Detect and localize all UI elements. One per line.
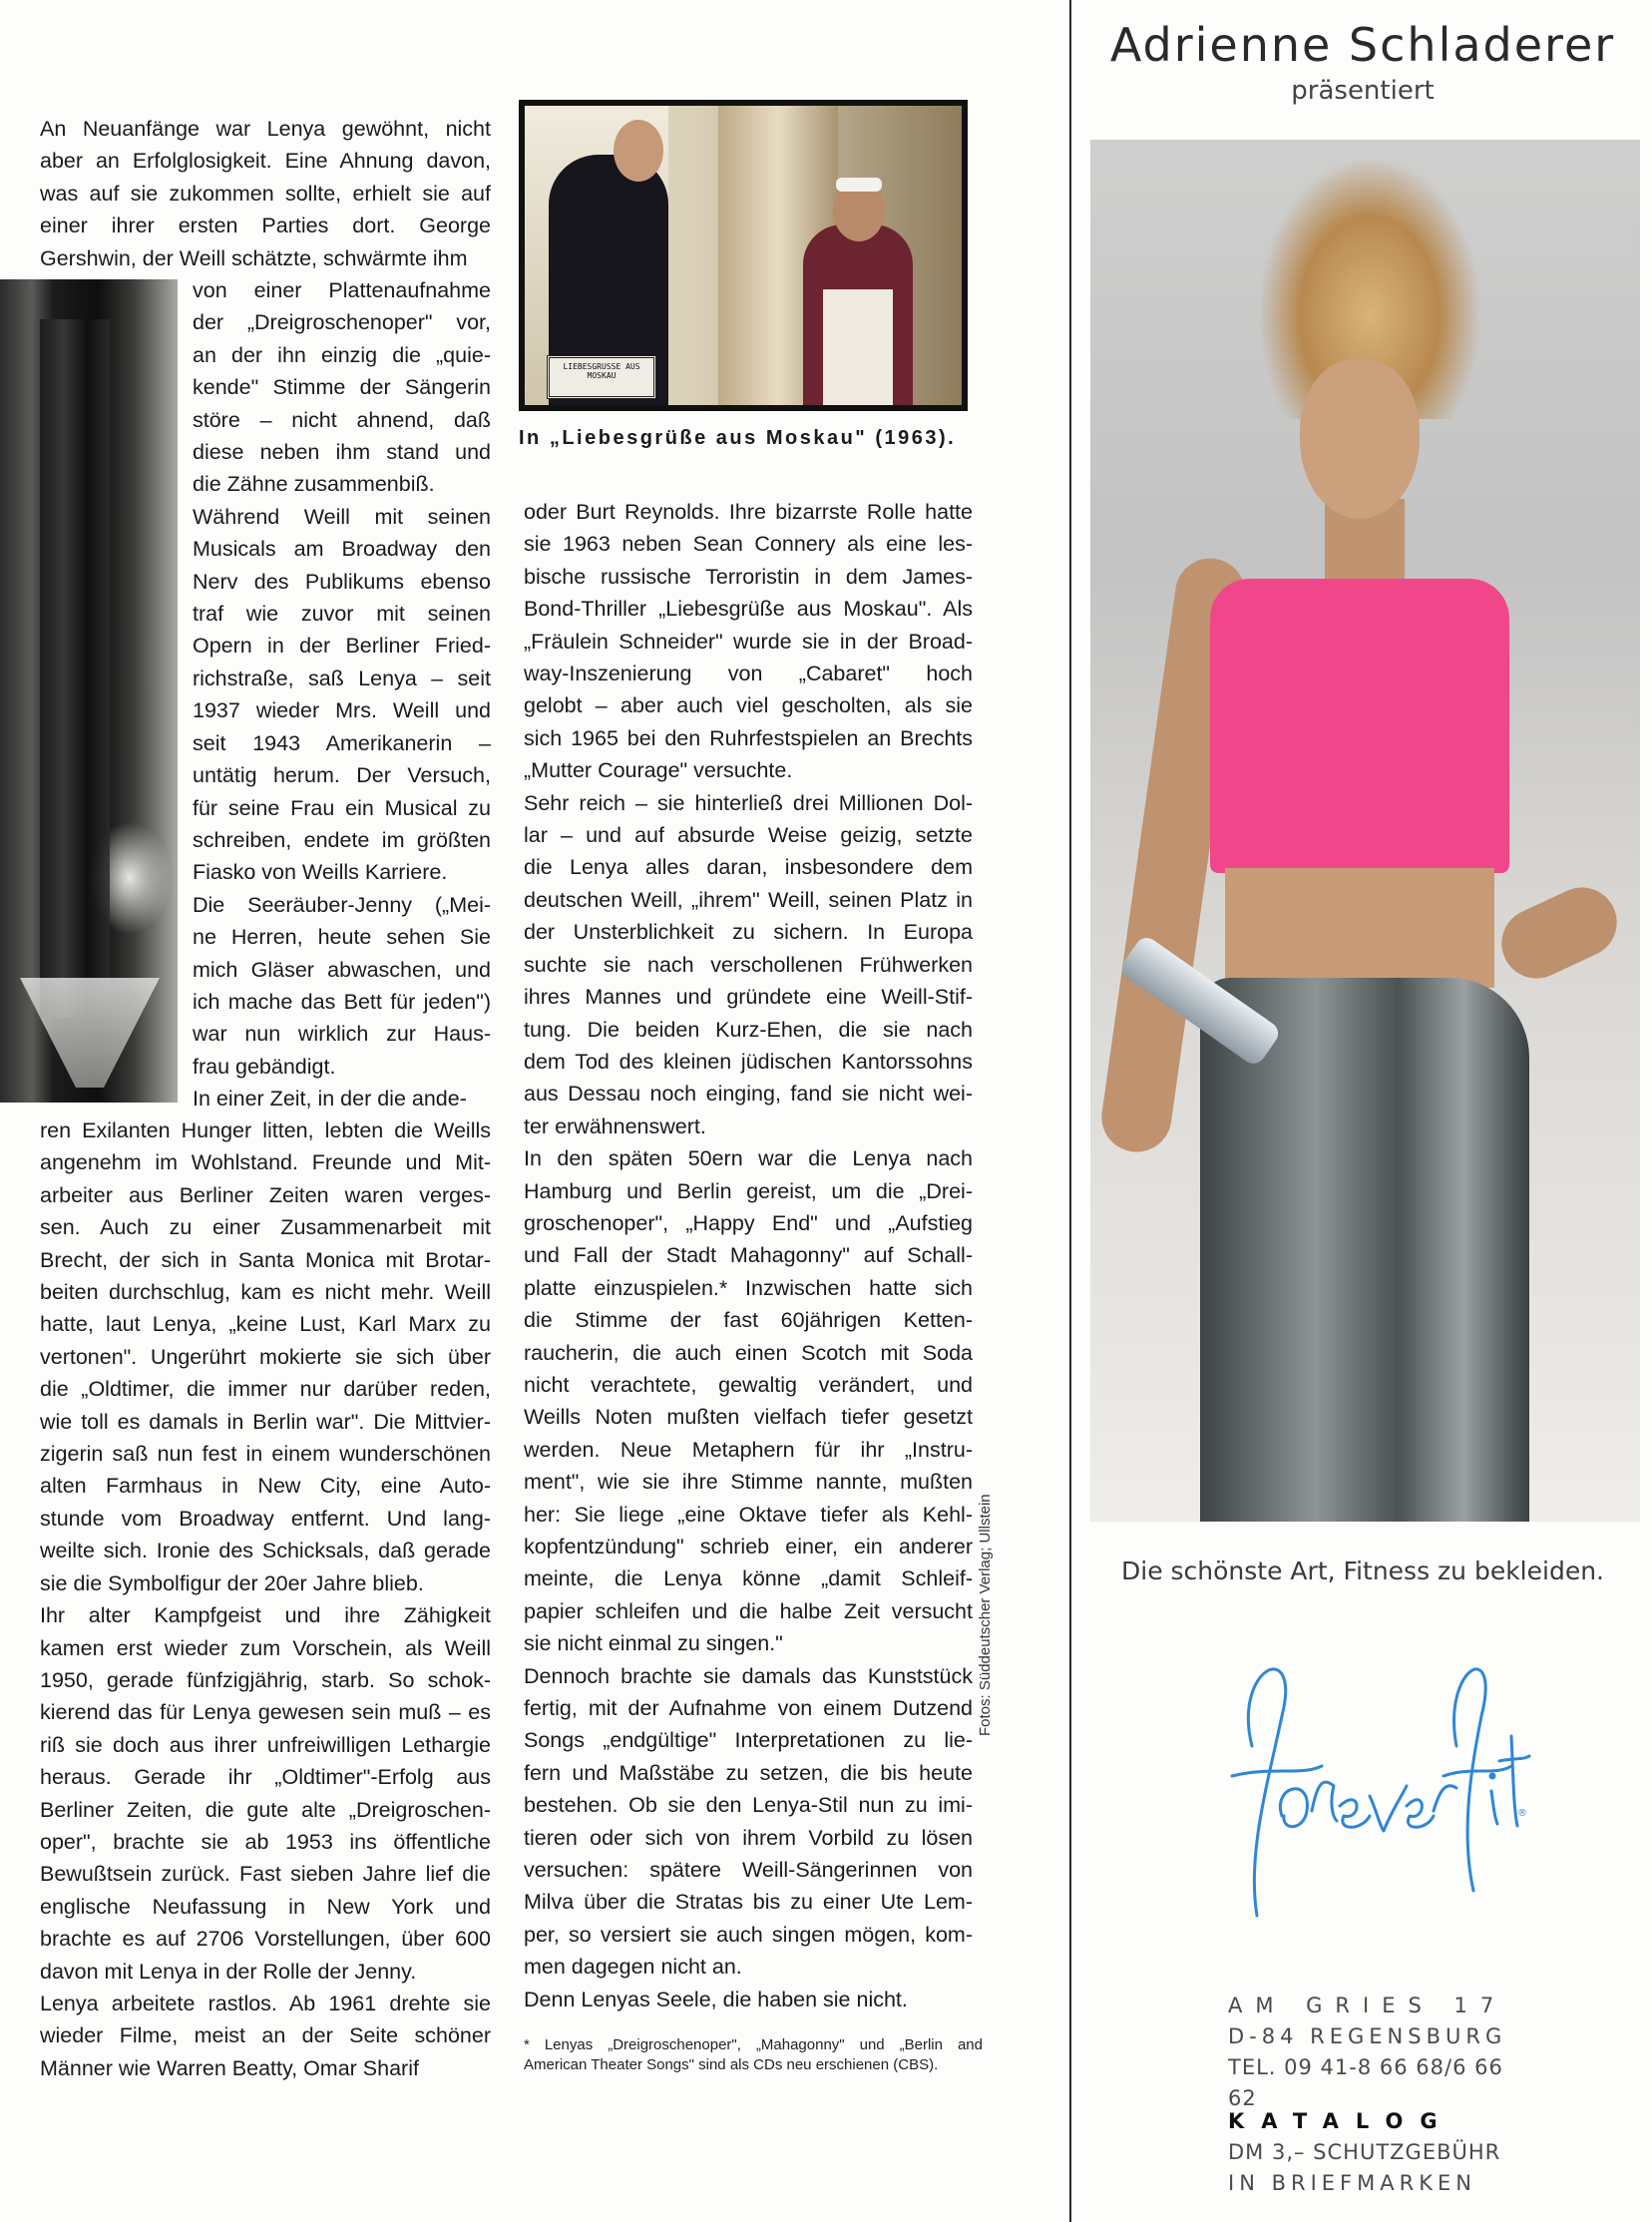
text-line: nicht verachtete, gewaltig verändert, und xyxy=(524,1372,973,1397)
text-line: Während Weill mit seinen xyxy=(193,504,491,529)
forever-fit-logo xyxy=(1212,1626,1531,1926)
text-line: hatte, laut Lenya, „keine Lust, Karl Marx zu xyxy=(40,1312,491,1337)
text-line: störe – nicht ahnend, daß xyxy=(193,407,491,432)
text-line: war nun wirklich zur Haus- xyxy=(193,1022,491,1047)
text-line: ment", wie sie ihre Stimme nannte, mußten xyxy=(524,1470,973,1495)
text-line: sie 1963 neben Sean Connery als eine les- xyxy=(524,532,973,557)
text-line: wie toll es damals in Berlin war". Die Mittvier- xyxy=(40,1409,491,1434)
text-line: Bond-Thriller „Liebesgrüße aus Moskau". Als xyxy=(524,597,973,622)
text-line: von einer Plattenaufnahme xyxy=(193,278,491,302)
text-line: Berliner Zeiten, die gute alte „Dreigroschen- xyxy=(40,1797,491,1822)
text-line: und Fall der Stadt Mahagonny" auf Schall- xyxy=(524,1243,973,1268)
text-line: kopfentzündung" schrieb einer, ein anderer xyxy=(524,1535,973,1558)
text-line: sie nicht einmal zu singen." xyxy=(524,1631,783,1656)
ad-brand-name: Adrienne Schladerer xyxy=(1109,18,1616,72)
theatre-photo xyxy=(0,279,178,1103)
text-line: heraus. Gerade ihr „Oldtimer"-Erfolg aus xyxy=(40,1765,491,1790)
text-line: die Zähne zusammenbiß. xyxy=(193,472,435,497)
ad-catalog-fee: DM 3,– SCHUTZGEBÜHR xyxy=(1228,2140,1501,2164)
text-line: gelobt – aber auch viel gescholten, als sie xyxy=(524,693,973,718)
text-line: beiten durchschlug, kam es nicht mehr. Weill xyxy=(40,1280,491,1305)
text-line: sie die Symbolfigur der 20er Jahre blieb. xyxy=(40,1570,424,1595)
text-line: Bewußtsein zurück. Fast sieben Jahre lief die xyxy=(40,1862,491,1887)
ad-address-phone: TEL. 09 41-8 66 68/6 66 62 xyxy=(1228,2055,1503,2110)
text-line: Songs „endgültige" Interpretationen zu lie- xyxy=(524,1728,973,1753)
text-line: platte einzuspielen.* Inzwischen hatte sich xyxy=(524,1275,973,1300)
text-line: stunde vom Broadway entfernt. Und lang- xyxy=(40,1506,491,1531)
text-line: Denn Lenyas Seele, die haben sie nicht. xyxy=(524,1987,908,2011)
text-line: englische Neufassung in New York und xyxy=(40,1894,491,1919)
text-line: davon mit Lenya in der Rolle der Jenny. xyxy=(40,1959,417,1984)
text-line: Weills Noten mußten vielfach tiefer gesetzt xyxy=(524,1405,973,1430)
text-line: die Lenya alles daran, insbesondere dem xyxy=(524,855,973,880)
text-line: her: Sie liege „eine Oktave tiefer als Kehl- xyxy=(524,1502,973,1527)
text-line: mich Gläser abwaschen, und xyxy=(193,957,491,982)
text-line: aber an Erfolglosigkeit. Eine Ahnung davon, xyxy=(40,149,491,174)
text-line: 1950, gerade fünfzigjährig, starb. So schok- xyxy=(40,1667,491,1692)
text-line: oper", brachte sie ab 1953 ins öffentliche xyxy=(40,1829,491,1854)
text-line: Ihr alter Kampfgeist und ihre Zähigkeit xyxy=(40,1603,491,1628)
text-line: kamen erst wieder zum Vorschein, als Weill xyxy=(40,1635,491,1660)
text-line: Sehr reich – sie hinterließ drei Millionen Dol- xyxy=(524,790,973,815)
column-divider xyxy=(1069,0,1071,2222)
ad-fitness-photo xyxy=(1090,140,1640,1522)
text-line: Hamburg und Berlin gereist, um die „Drei- xyxy=(524,1178,973,1203)
text-line: „Mutter Courage" versuchte. xyxy=(524,758,793,783)
article-column-1-bottom xyxy=(40,1114,491,2084)
still-frame xyxy=(519,100,968,411)
text-line: In den späten 50ern war die Lenya nach xyxy=(524,1146,973,1171)
text-line: riß sie doch aus ihrer unfreiwilligen Lethargie xyxy=(40,1732,491,1757)
text-line: richstraße, saß Lenya – seit xyxy=(193,666,491,690)
text-line: untätig herum. Der Versuch, xyxy=(193,763,491,788)
model-midriff xyxy=(1225,868,1494,988)
text-line: per, so versiert sie auch singen mögen, kom- xyxy=(524,1922,973,1947)
text-line: oder Burt Reynolds. Ihre bizarrste Rolle hatte xyxy=(524,500,973,524)
text-line: sich 1965 bei den Ruhrfestspielen an Brechts xyxy=(524,725,973,750)
text-line: groschenoper", „Happy End" und „Aufstieg xyxy=(524,1210,973,1235)
text-line: 1937 wieder Mrs. Weill und xyxy=(193,698,491,723)
text-line: way-Inszenierung von „Cabaret" hoch xyxy=(524,662,973,686)
text-line: Fiasko von Weills Karriere. xyxy=(193,860,448,885)
text-line: meinte, die Lenya könne „damit Schleif- xyxy=(524,1566,973,1591)
pink-top xyxy=(1210,579,1509,873)
text-line: brachte es auf 2706 Vorstellungen, über 600 xyxy=(40,1927,491,1952)
text-line: der „Dreigroschenoper" vor, xyxy=(193,310,491,335)
text-line: Männer wie Warren Beatty, Omar Sharif xyxy=(40,2055,419,2080)
text-line: raucherin, die auch einen Scotch mit Soda xyxy=(524,1340,973,1365)
ad-address-street: AM GRIES 17 xyxy=(1228,1994,1507,2017)
text-line: Brecht, der sich in Santa Monica mit Brotar- xyxy=(40,1247,491,1272)
text-line: frau gebändigt. xyxy=(193,1054,336,1079)
text-line: schreiben, endete im größten xyxy=(193,827,491,852)
ad-catalog-stamps: IN BRIEFMARKEN xyxy=(1228,2171,1476,2195)
text-line: Gershwin, der Weill schätzte, schwärmte ihm xyxy=(40,245,468,270)
ad-address xyxy=(1228,1991,1527,2114)
text-line: tieren oder sich von ihrem Vorbild zu lösen xyxy=(524,1825,973,1850)
text-line: In einer Zeit, in der die ande- xyxy=(193,1087,467,1111)
text-line: dem Tod des kleinen jüdischen Kantorssohns xyxy=(524,1049,973,1074)
text-line: ren Exilanten Hunger litten, lebten die Weills xyxy=(40,1118,491,1142)
svg-text:®: ® xyxy=(1517,1808,1527,1819)
glass-shape xyxy=(20,978,160,1088)
photo-caption: In „Liebesgrüße aus Moskau" (1963). xyxy=(519,427,957,449)
text-line: angenehm im Wohlstand. Freunde und Mit- xyxy=(40,1150,491,1175)
text-line: die Stimme der fast 60jährigen Ketten- xyxy=(524,1308,973,1333)
photo-credit: Fotos: Süddeutscher Verlag; Ullstein xyxy=(977,1494,994,1736)
article-column-1-wrap xyxy=(193,274,491,1115)
ad-tagline: Die schönste Art, Fitness zu bekleiden. xyxy=(1121,1556,1604,1585)
text-line: Musicals am Broadway den xyxy=(193,537,491,562)
text-line: lar – und auf absurde Weise geizig, setzte xyxy=(524,823,973,848)
text-line: seit 1943 Amerikanerin – xyxy=(193,730,491,755)
ad-catalog-heading: KATALOG xyxy=(1228,2109,1454,2133)
text-line: deutschen Weill, „ihrem" Weill, seinen Platz in xyxy=(524,887,973,912)
curtain-shape xyxy=(40,319,110,1018)
text-line: suchte sie nach verschollenen Frühwerken xyxy=(524,952,973,977)
text-line: was auf sie zukommen sollte, erhielt sie auf xyxy=(40,181,491,206)
text-line: werden. Neue Metaphern für ihr „Instru- xyxy=(524,1437,973,1462)
text-line: bestehen. Ob sie den Lenya-Stil nun zu imi- xyxy=(524,1793,973,1818)
model-face xyxy=(1300,359,1420,519)
text-line: an der ihn einzig die „quie- xyxy=(193,342,491,367)
text-line: traf wie zuvor mit seinen xyxy=(193,602,491,627)
ad-address-city: D-84 REGENSBURG xyxy=(1228,2024,1507,2048)
text-line: fertig, mit der Aufnahme von einem Dutzend xyxy=(524,1696,973,1721)
text-line: diese neben ihm stand und xyxy=(193,440,491,465)
text-line: zigerin saß nun fest in einem wunderschönen xyxy=(40,1442,491,1467)
text-line: aus Dessau noch einging, fand sie nicht wei- xyxy=(524,1082,973,1107)
text-line: fern und Maßstäbe zu setzen, die bis heute xyxy=(524,1760,973,1785)
text-line: versuchen: spätere Weill-Sängerinnen von xyxy=(524,1858,973,1883)
article-column-2 xyxy=(524,496,973,2015)
text-line: arbeiter aus Berliner Zeiten waren verges- xyxy=(40,1182,491,1207)
text-line: wieder Filme, meist an der Seite schöner xyxy=(40,2023,491,2048)
text-line: bische russische Terroristin in dem James- xyxy=(524,564,973,589)
still-sign: LIEBESGRUSSE AUS MOSKAU xyxy=(547,355,656,399)
text-line: papier schleifen und die halbe Zeit versucht xyxy=(524,1598,973,1623)
text-line: der Unsterblichkeit zu sichern. In Europa xyxy=(524,920,973,945)
text-line: für seine Frau ein Musical zu xyxy=(193,795,491,820)
text-line: ne Herren, heute sehen Sie xyxy=(193,925,491,950)
ad-catalog-info xyxy=(1228,2106,1527,2199)
film-still-photo xyxy=(519,100,968,411)
text-line: einer ihrer ersten Parties dort. George xyxy=(40,214,491,238)
text-line: vertonen". Ungerührt mokierte sie sich über xyxy=(40,1344,491,1369)
article-column-1-top xyxy=(40,113,491,274)
text-line: Die Seeräuber-Jenny („Mei- xyxy=(193,892,491,917)
text-line: weilte sich. Ironie des Schicksals, daß gerade xyxy=(40,1539,491,1563)
text-line: ter erwähnenswert. xyxy=(524,1113,706,1138)
text-line: Dennoch brachte sie damals das Kunststück xyxy=(524,1663,973,1688)
text-line: die „Oldtimer, die immer nur darüber reden, xyxy=(40,1377,491,1402)
text-line: Opern in der Berliner Fried- xyxy=(193,634,491,659)
ad-presents: präsentiert xyxy=(1291,76,1435,106)
text-line: tung. Die beiden Kurz-Ehen, die sie nach xyxy=(524,1017,973,1042)
text-line: alten Farmhaus in New City, eine Auto- xyxy=(40,1474,491,1499)
footnote: * Lenyas „Dreigroschenoper", „Mahagonny" und „Berlin and American Theater Songs" sind als CDs neu erschienen (CBS). xyxy=(524,2036,983,2073)
text-line: ihres Mannes und gründete eine Weill-Stif- xyxy=(524,985,973,1010)
text-line: sen. Auch zu einer Zusammenarbeit mit xyxy=(40,1215,491,1240)
text-line: ich mache das Bett für jeden") xyxy=(193,989,491,1014)
text-line: An Neuanfänge war Lenya gewöhnt, nicht xyxy=(40,117,491,141)
text-line: Nerv des Publikums ebenso xyxy=(193,569,491,594)
text-line: „Fräulein Schneider" wurde sie in der Broad- xyxy=(524,629,973,654)
text-line: men dagegen nicht an. xyxy=(524,1955,742,1980)
text-line: Lenya arbeitete rastlos. Ab 1961 drehte sie xyxy=(40,1991,491,2015)
text-line: kierend das für Lenya gewesen sein muß – es xyxy=(40,1700,491,1725)
model-elbow xyxy=(1490,876,1628,990)
text-line: kende" Stimme der Sängerin xyxy=(193,375,491,400)
text-line: Milva über die Stratas bis zu einer Ute Lem- xyxy=(524,1890,973,1915)
